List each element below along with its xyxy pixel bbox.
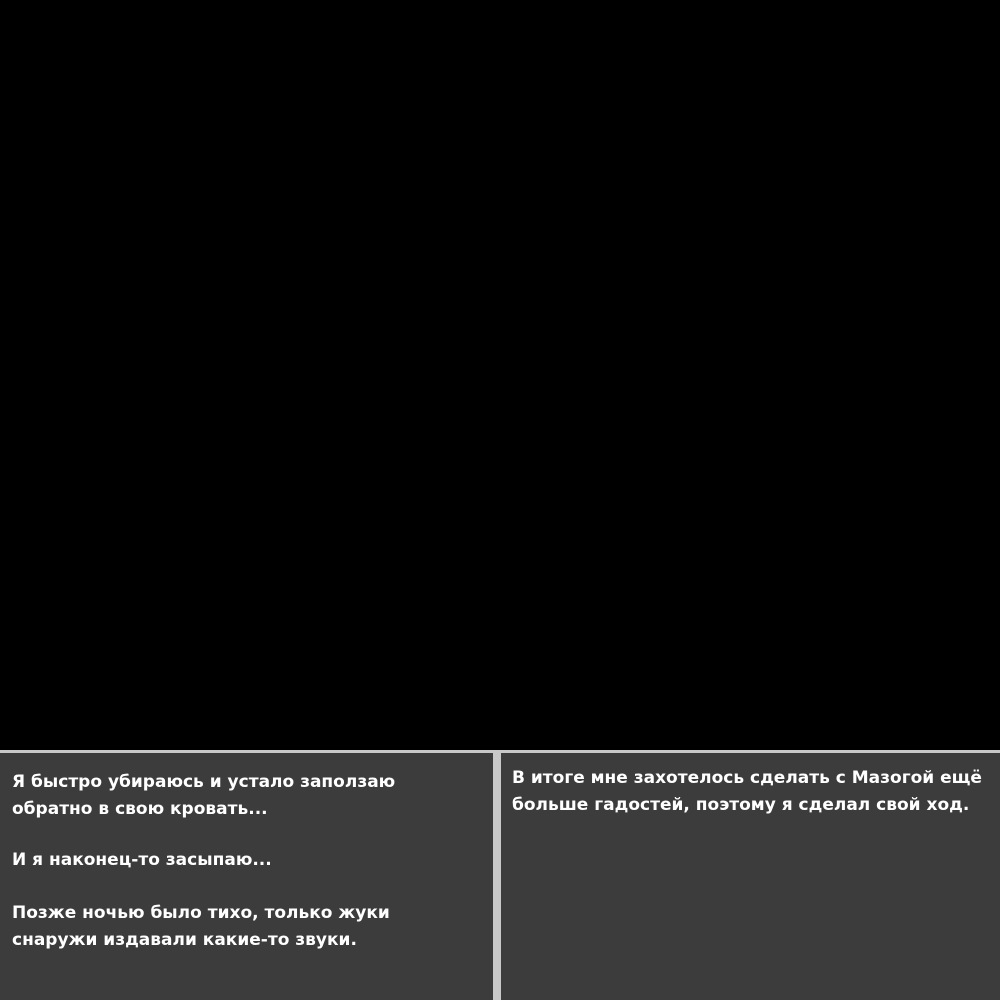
dialog-paragraph — [12, 847, 483, 874]
dialog-panel-right[interactable] — [501, 753, 1000, 1000]
dialog-paragraph — [12, 900, 483, 954]
dialog-line: обратно в свою кровать... — [12, 799, 268, 819]
dialog-line: снаружи издавали какие-то звуки. — [12, 930, 357, 950]
dialog-line: В итоге мне захотелось сделать с Мазогой ещё — [512, 768, 982, 788]
dialog-line: больше гадостей, поэтому я сделал свой ход. — [512, 795, 970, 815]
dialog-line: И я наконец-то засыпаю... — [12, 850, 272, 870]
dialog-line: Я быстро убираюсь и устало заползаю — [12, 772, 396, 792]
dialog-panel-left[interactable] — [0, 753, 493, 1000]
dialog-paragraph — [12, 769, 483, 823]
dialog-paragraph — [512, 765, 990, 819]
dialog-box-area — [0, 750, 1000, 1000]
dialog-line: Позже ночью было тихо, только жуки — [12, 903, 390, 923]
